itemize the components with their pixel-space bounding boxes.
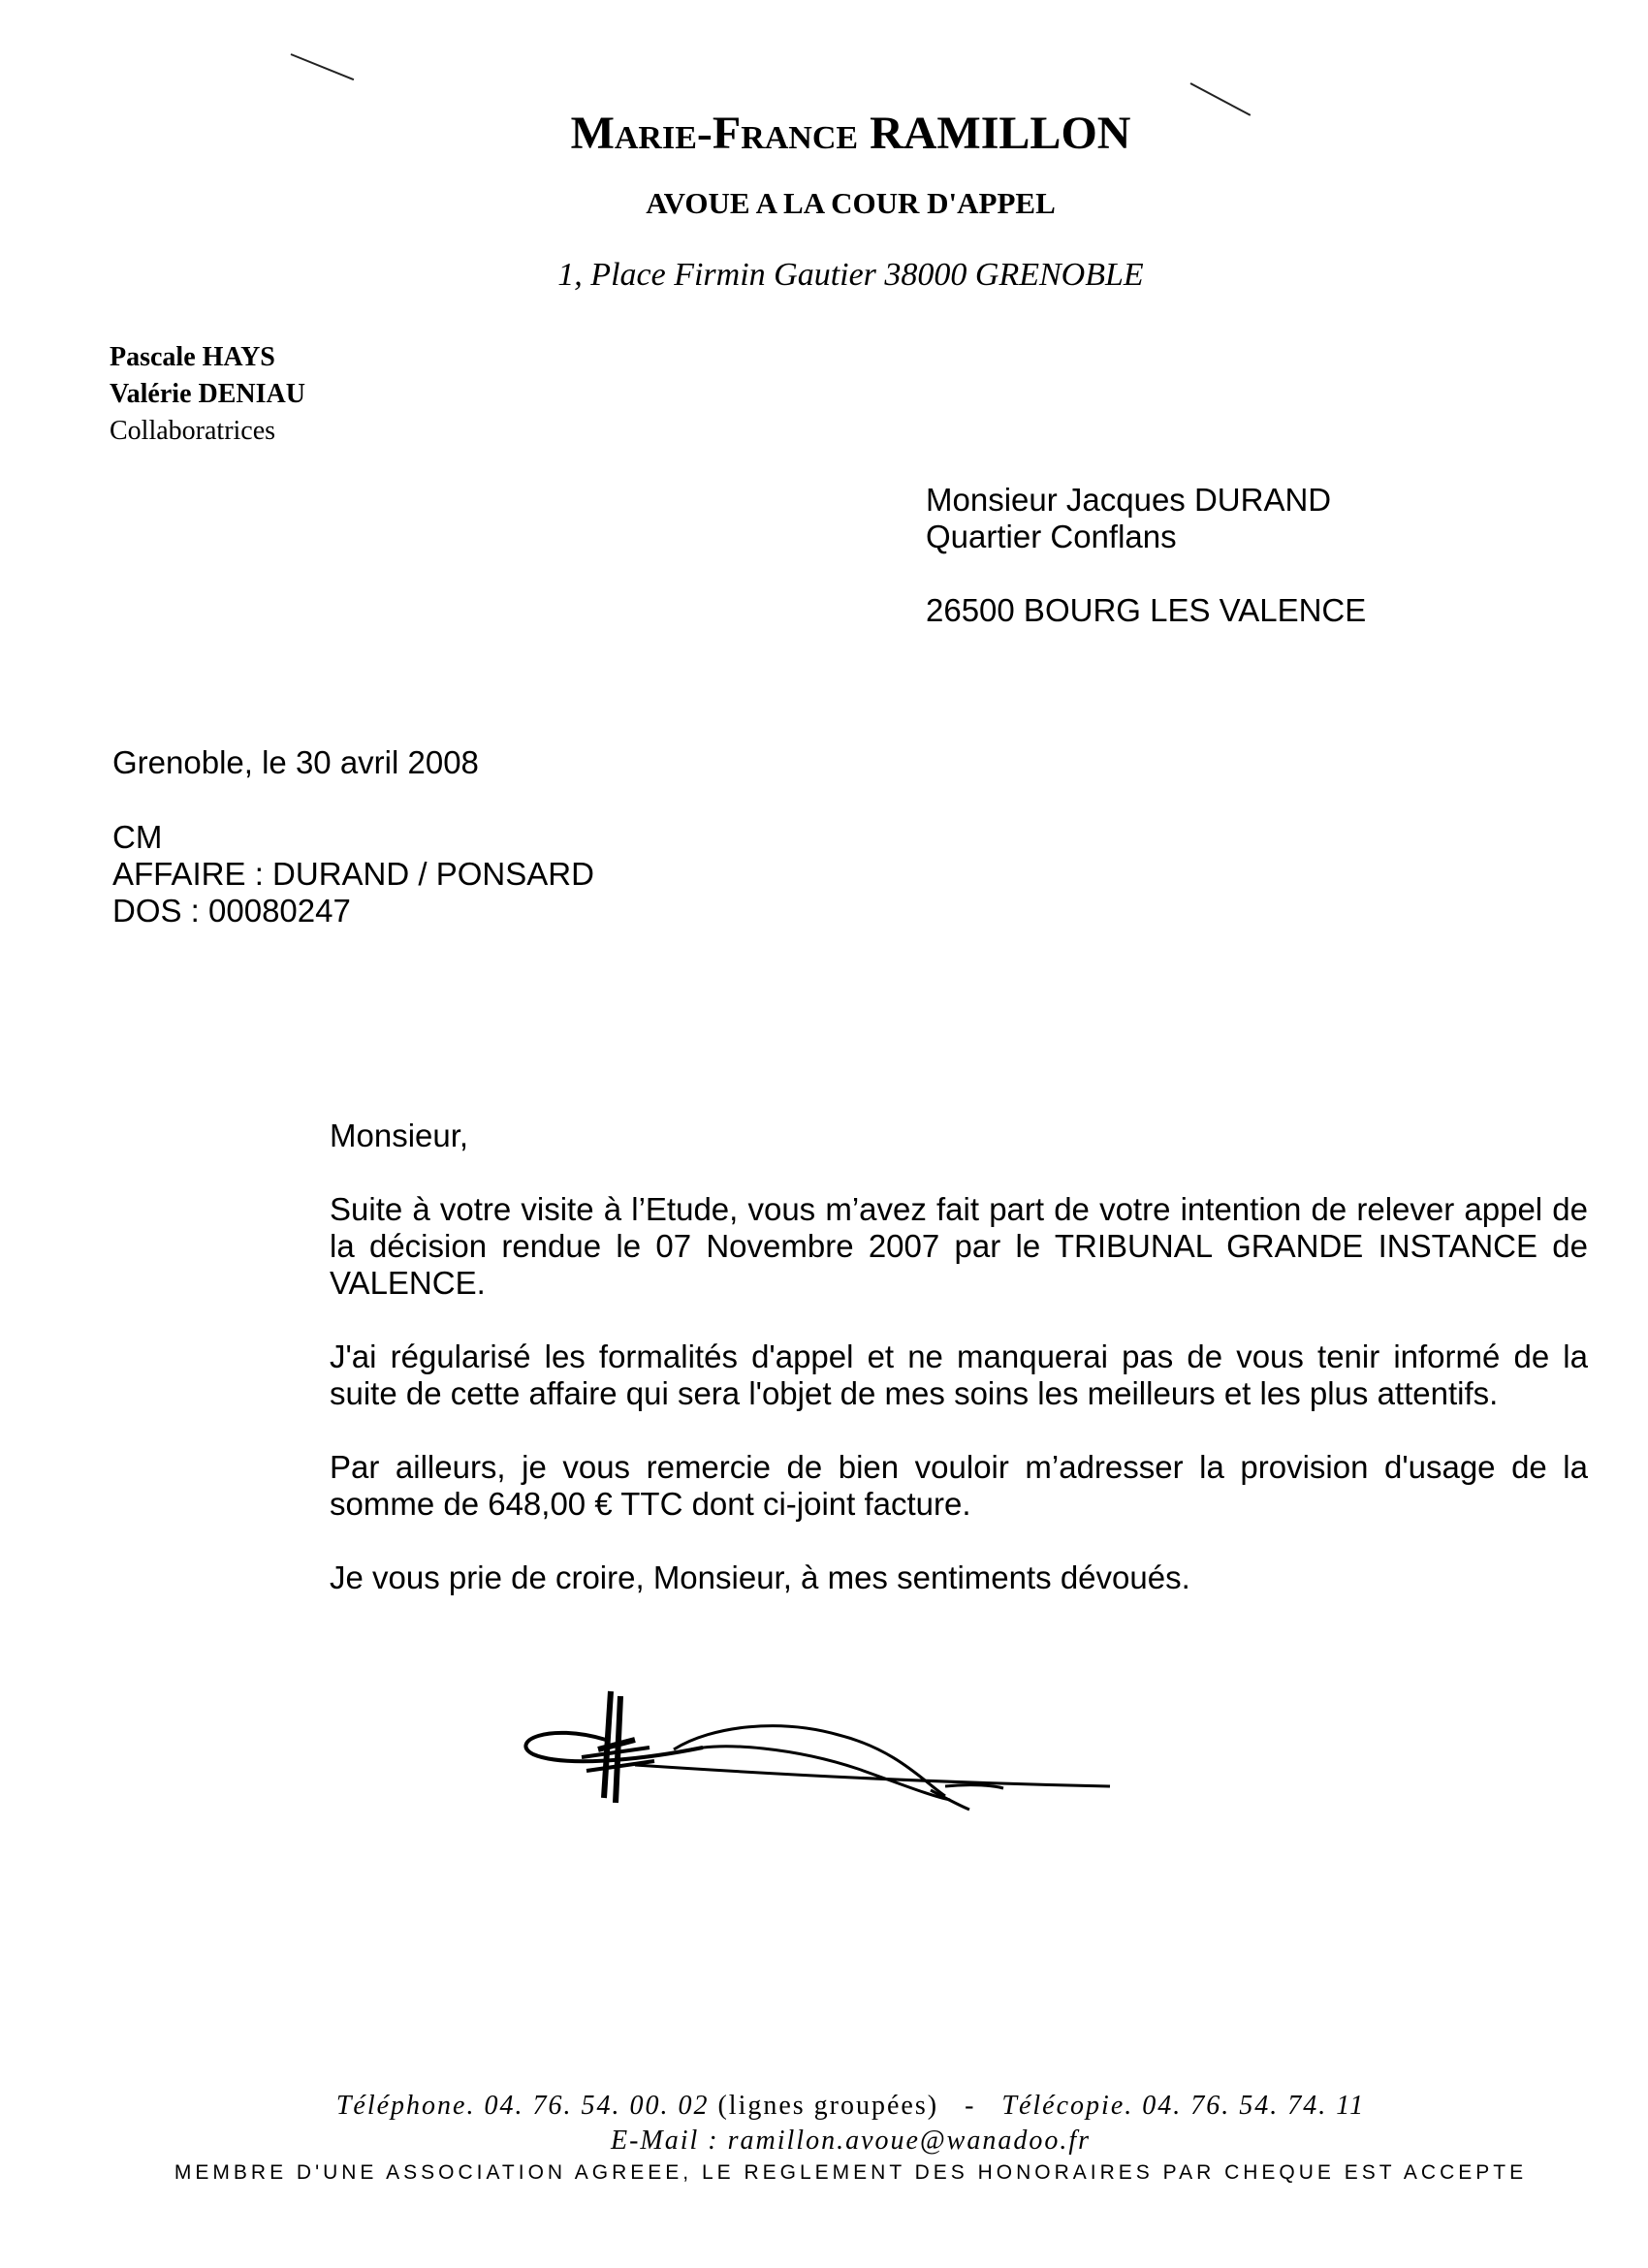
letterhead-address: 1, Place Firmin Gautier 38000 GRENOBLE [557,257,1144,293]
reference-initials: CM [112,819,163,855]
phone-label: Téléphone. [335,2091,476,2121]
pen-mark-left [291,53,355,80]
letterhead-title: AVOUE A LA COUR D'APPEL [646,186,1056,220]
letterhead-last-name: RAMILLON [870,108,1131,159]
handwritten-signature [490,1682,1129,1817]
date-line: Grenoble, le 30 avril 2008 [112,744,479,780]
reference-affaire: AFFAIRE : DURAND / PONSARD [112,856,594,892]
fax-number: 04. 76. 54. 74. 11 [1142,2091,1366,2121]
footer-contact [0,2089,1648,2158]
letter-body [330,1118,1588,1633]
footer-membership: MEMBRE D'UNE ASSOCIATION AGREEE, LE REGLEMENT DES HONORAIRES PAR CHEQUE EST ACCEPTE [174,2161,1528,2184]
fax-label: Télécopie. [1001,2091,1134,2121]
recipient-street: Quartier Conflans [926,519,1177,554]
body-paragraph: J'ai régularisé les formalités d'appel et ne manquerai pas de vous tenir informé de la suite de cette affaire qui sera l'objet de mes soins les meilleurs et les plus attentifs. [330,1339,1588,1411]
email-label: E-Mail : [610,2126,719,2156]
email-address[interactable]: ramillon.avoue@wanadoo.fr [727,2126,1092,2156]
recipient-city: 26500 BOURG LES VALENCE [926,592,1367,628]
collaborators-block [110,339,305,450]
body-paragraph: Par ailleurs, je vous remercie de bien vouloir m’adresser la provision d'usage de la somme de 648,00 € TTC dont ci-joint facture. [330,1449,1588,1522]
footer-phone-line [0,2089,1648,2124]
phone-note: (lignes groupées) [717,2091,939,2121]
salutation: Monsieur, [330,1118,469,1153]
footer-email-line [0,2124,1648,2158]
reference-dossier: DOS : 00080247 [112,893,351,929]
collaborator-name: Valérie DENIAU [110,379,305,409]
reference-block [112,819,594,929]
collaborators-label: Collaboratrices [110,416,276,446]
collaborator-name: Pascale HAYS [110,342,275,372]
closing-line: Je vous prie de croire, Monsieur, à mes sentiments dévoués. [330,1559,1190,1595]
letterhead-name [0,107,1648,160]
phone-number: 04. 76. 54. 00. 02 [484,2091,710,2121]
body-paragraph: Suite à votre visite à l’Etude, vous m’avez fait part de votre intention de relever appel de la décision rendue le 07 Novembre 2007 par le TRIBUNAL GRANDE INSTANCE de VALENCE. [330,1191,1588,1301]
recipient-address [926,482,1366,629]
footer-separator: - [965,2091,976,2121]
recipient-name: Monsieur Jacques DURAND [926,482,1332,518]
letterhead-first-name: Marie-France [570,108,859,159]
